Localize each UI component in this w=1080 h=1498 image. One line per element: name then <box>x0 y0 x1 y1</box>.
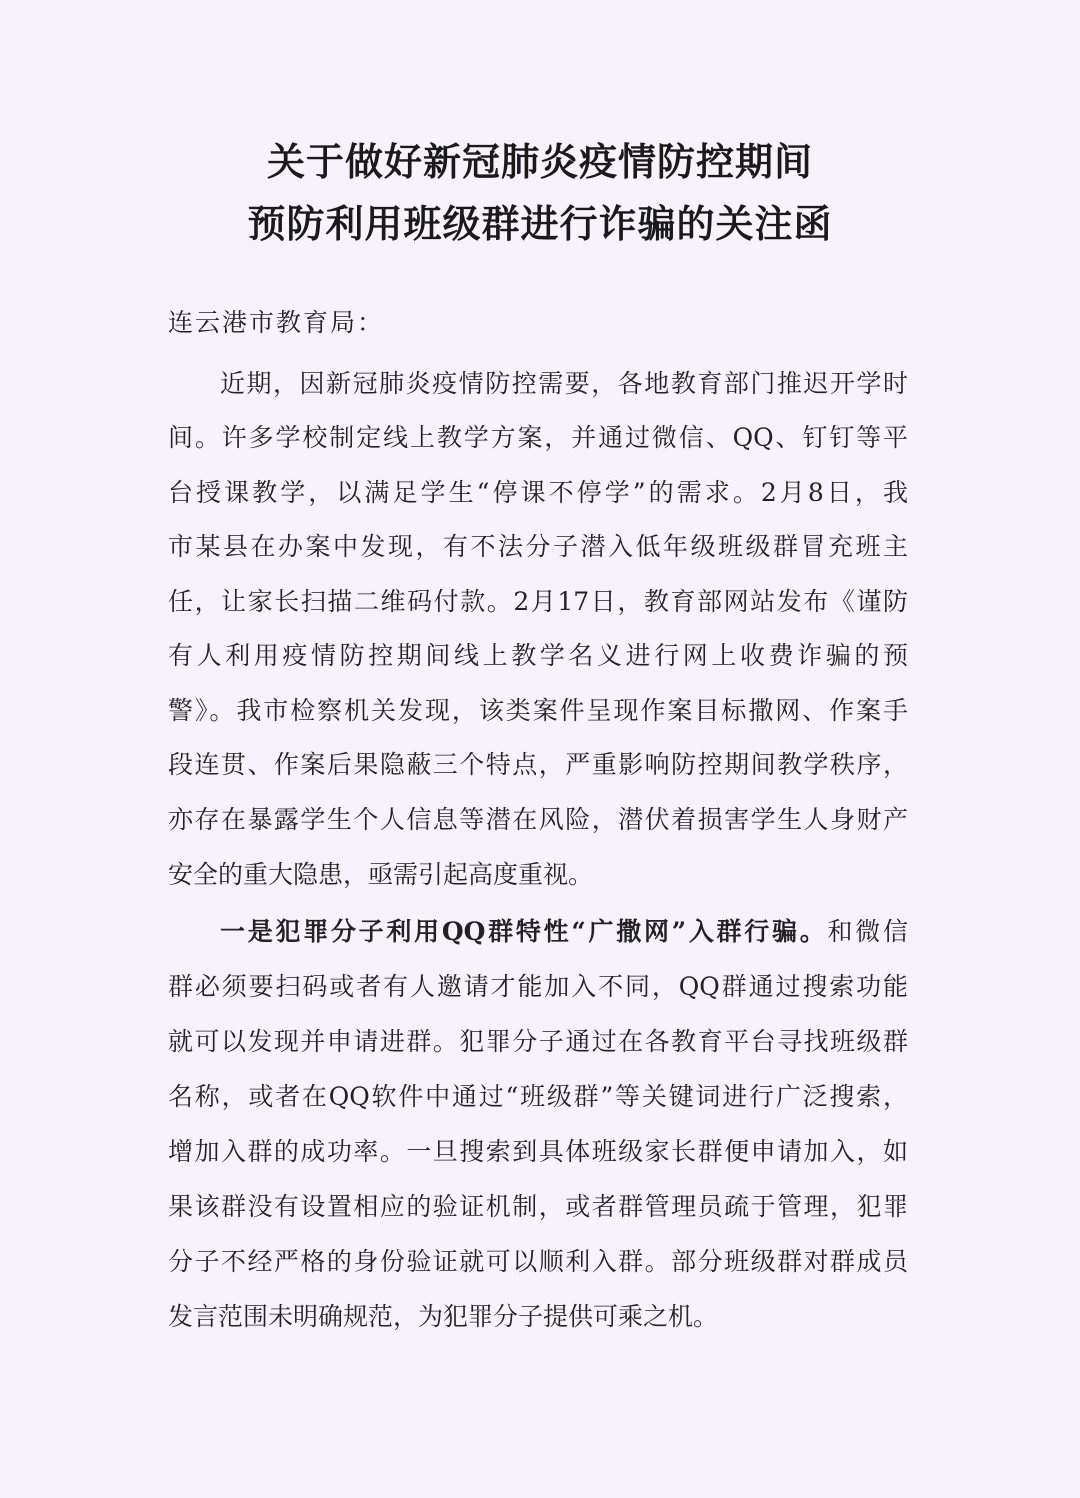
paragraph-2-heading: 一是犯罪分子利用QQ群特性“广撒网”入群行骗。 <box>220 917 828 946</box>
paragraph-1-line: 安全的重大隐患，亟需引起高度重视。 <box>168 860 594 889</box>
document-title-line-2: 预防利用班级群进行诈骗的关注函 <box>247 202 833 246</box>
paragraph-1-line: 台授课教学，以满足学生“停课不停学”的需求。2月8日，我 <box>168 478 908 507</box>
paragraph-1-line: 任，让家长扫描二维码付款。2月17日，教育部网站发布《谨防 <box>168 587 908 616</box>
paragraph-2-line: 果该群没有设置相应的验证机制，或者群管理员疏于管理，犯罪 <box>168 1192 908 1221</box>
paragraph-2-line: 增加入群的成功率。一旦搜索到具体班级家长群便申请加入，如 <box>168 1137 908 1166</box>
document-title-line-1: 关于做好新冠肺炎疫情防控期间 <box>266 140 813 184</box>
paragraph-1-line: 间。许多学校制定线上教学方案，并通过微信、QQ、钉钉等平 <box>168 423 908 452</box>
paragraph-1-line: 警》。我市检察机关发现，该类案件呈现作案目标撒网、作案手 <box>168 696 908 725</box>
paragraph-2-line: 名称，或者在QQ软件中通过“班级群”等关键词进行广泛搜索， <box>168 1082 908 1111</box>
paragraph-1-line: 市某县在办案中发现，有不法分子潜入低年级班级群冒充班主 <box>168 532 908 561</box>
paragraph-2-line: 发言范围未明确规范，为犯罪分子提供可乘之机。 <box>168 1302 719 1331</box>
paragraph-2-line: 分子不经严格的身份验证就可以顺利入群。部分班级群对群成员 <box>168 1247 908 1276</box>
paragraph-2-first-line <box>220 912 908 948</box>
paragraph-2-line: 就可以发现并申请进群。犯罪分子通过在各教育平台寻找班级群 <box>168 1027 908 1056</box>
paragraph-1-line: 近期，因新冠肺炎疫情防控需要，各地教育部门推迟开学时 <box>220 369 908 398</box>
paragraph-1-line: 段连贯、作案后果隐蔽三个特点，严重影响防控期间教学秩序， <box>168 750 908 779</box>
salutation: 连云港市教育局： <box>168 308 385 337</box>
paragraph-2-first-rest: 和微信 <box>827 917 908 946</box>
paragraph-2-line: 群必须要扫码或者有人邀请才能加入不同，QQ群通过搜索功能 <box>168 972 908 1001</box>
paragraph-1-line: 亦存在暴露学生个人信息等潜在风险，潜伏着损害学生人身财产 <box>168 805 908 834</box>
paragraph-1-line: 有人利用疫情防控期间线上教学名义进行网上收费诈骗的预 <box>168 641 908 670</box>
